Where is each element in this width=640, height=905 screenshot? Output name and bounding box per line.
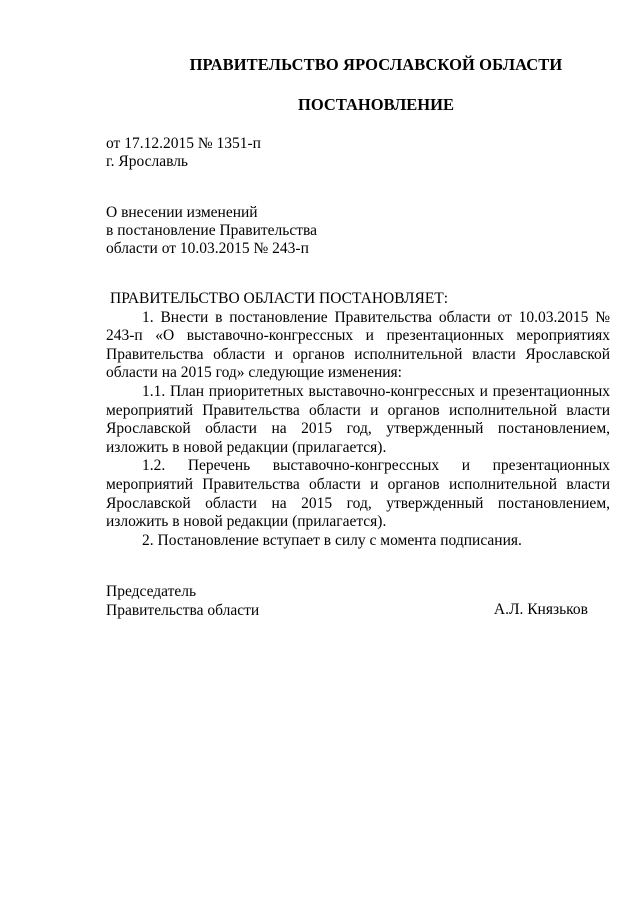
document-type-title: ПОСТАНОВЛЕНИЕ (298, 95, 454, 114)
body-lead: ПРАВИТЕЛЬСТВО ОБЛАСТИ ПОСТАНОВЛЯЕТ: (110, 290, 449, 307)
document-date-number: от 17.12.2015 № 1351-п (106, 135, 261, 152)
organization-title: ПРАВИТЕЛЬСТВО ЯРОСЛАВСКОЙ ОБЛАСТИ (189, 55, 563, 74)
subject-line-2: в постановление Правительства (106, 222, 318, 239)
signature-title (106, 583, 259, 620)
body-paragraph-2: 2. Постановление вступает в силу с момента подписания. (142, 531, 522, 549)
signature-name: А.Л. Князьков (493, 601, 588, 618)
body-paragraph-1-2: 1.2. Перечень выставочно-конгрессных и презентационных мероприятий Правительства области и органов исполнительной власти Ярославской области на 2015 год, утвержденный постановлением, изложить в новой редакции (прилагается). (106, 457, 610, 531)
signature-title-line-1: Председатель (106, 583, 197, 600)
document-city: г. Ярославль (106, 153, 188, 170)
signature-title-line-2: Правительства области (106, 601, 260, 619)
document-body (106, 290, 610, 550)
body-paragraph-1-1: 1.1. План приоритетных выставочно-конгрессных и презентационных мероприятий Правительства области и органов исполнительной власти Ярославской области на 2015 год, утвержденный постановлением, изложить в новой редакции (прилагается). (106, 382, 610, 456)
body-paragraph-1: 1. Внести в постановление Правительства области от 10.03.2015 № 243-п «О выставочно-конгрессных и презентационных мероприятиях Правительства области и органов исполнительной власти Ярославской области на 2015 год» следующие изменения: (106, 308, 610, 382)
subject-line-1: О внесении изменений (106, 204, 258, 221)
subject-line-3: области от 10.03.2015 № 243-п (106, 240, 309, 257)
